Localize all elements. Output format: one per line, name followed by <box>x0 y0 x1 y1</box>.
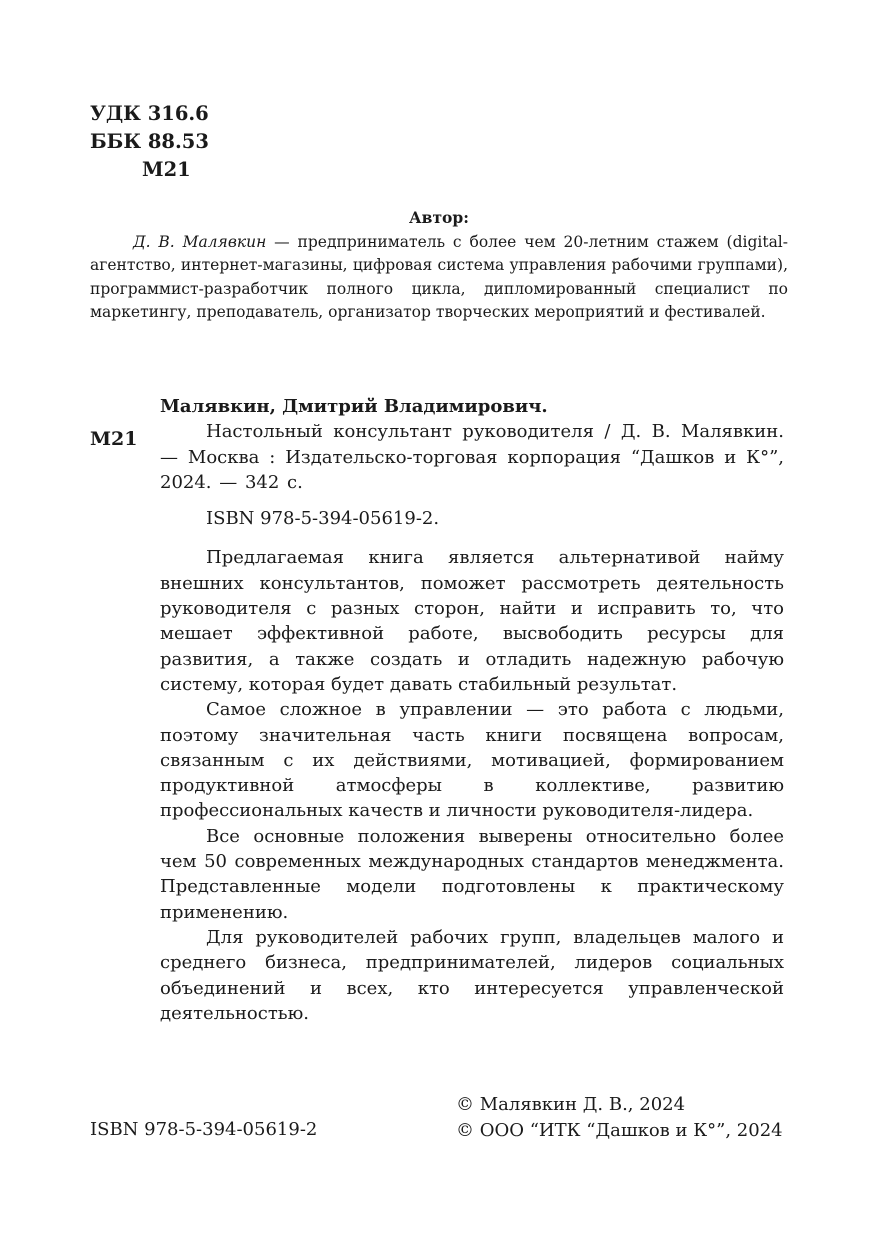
annotation-paragraph: Предлагаемая книга является альтернативой найму внешних консультантов, поможет рассмотреть деятельность руководителя с разных сторон, найти и исправить то, что мешает эффективной работе, высвободить ресурсы для развития, а также создать и отладить надежную рабочую систему, которая будет давать стабильный результат. <box>160 547 784 695</box>
classification-block <box>90 100 209 184</box>
author-name: Д. В. Малявкин <box>133 232 267 251</box>
udk-code: УДК 316.6 <box>90 102 209 125</box>
catalog-side-code: М21 <box>90 428 138 450</box>
catalog-isbn: ISBN 978-5-394-05619-2. <box>206 508 440 530</box>
catalog-author: Малявкин, Дмитрий Владимирович. <box>160 396 548 417</box>
copyright-publisher: © ООО “ИТК “Дашков и К°”, 2024 <box>456 1120 783 1141</box>
annotation-paragraph: Все основные положения выверены относительно более чем 50 современных международных стандартов менеджмента. Представленные модели подготовлены к практическому применению. <box>160 825 784 923</box>
author-bio-text: — предприниматель с более чем 20-летним стажем (digital-агентство, интернет-магазины, цифровая система управления рабочими группами), программист-разработчик полного цикла, дипломированный специалист по маркетингу, преподаватель, организатор творческих мероприятий и фестивалей. <box>90 232 788 321</box>
author-info <box>90 206 788 325</box>
bbk-code: ББК 88.53 <box>90 130 209 153</box>
annotation-paragraph: Для руководителей рабочих групп, владельцев малого и среднего бизнеса, предпринимателей, лидеров социальных объединений и всех, кто интересуется управленческой деятельностью. <box>160 926 784 1024</box>
copyright-author: © Малявкин Д. В., 2024 <box>456 1094 686 1115</box>
copyright-block <box>456 1092 783 1144</box>
author-bio <box>90 231 788 325</box>
author-heading: Автор: <box>409 208 469 227</box>
footer-isbn: ISBN 978-5-394-05619-2 <box>90 1119 318 1140</box>
author-sign: М21 <box>142 158 191 181</box>
catalog-record <box>160 394 784 1026</box>
bibliographic-description: Настольный консультант руководителя / Д. В. Малявкин. — Москва : Издательско-торговая корпорация “Дашков и К°”, 2024. — 342 с. <box>160 421 784 493</box>
annotation-paragraph: Самое сложное в управлении — это работа с людьми, поэтому значительная часть книги посвящена вопросам, связанным с их действиями, мотивацией, формированием продуктивной атмосферы в коллективе, развитию профессиональных качеств и личности руководителя-лидера. <box>160 699 784 822</box>
annotation <box>160 545 784 1026</box>
